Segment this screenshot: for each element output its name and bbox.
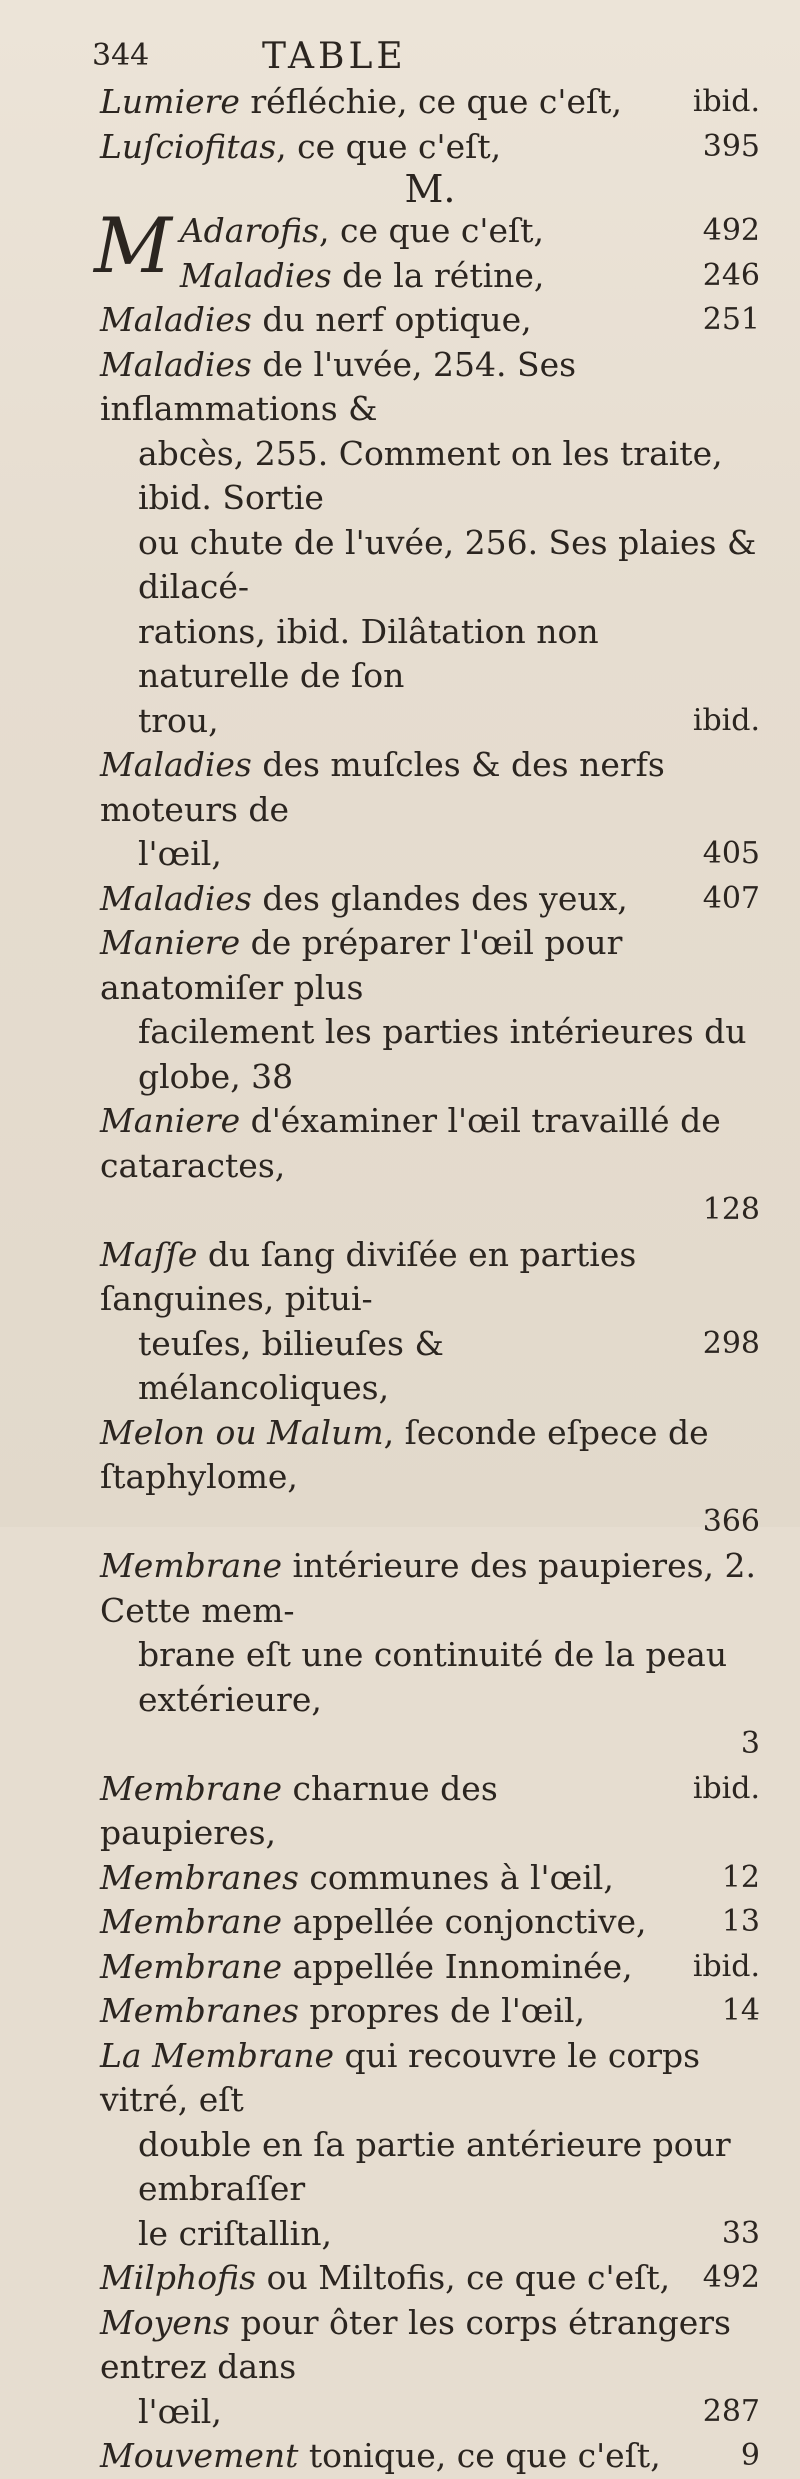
entry-headword: Membrane (100, 1768, 282, 1808)
entry-continuation: ibid. trou, (100, 699, 760, 744)
index-entry (100, 1544, 760, 1767)
entry-text: intérieure des paupieres, 2. Cette mem- (100, 1546, 757, 1630)
entry-text: ou Miltofis, ce que c'eſt, (256, 2258, 671, 2297)
index-entry (100, 1856, 760, 1901)
entry-headword: Membranes (100, 1857, 299, 1897)
entry-text: de l'uvée, 254. Ses inflammations & (100, 344, 577, 428)
page-reference: 395 (702, 128, 760, 164)
page-number: 344 (92, 38, 150, 73)
index-entry (100, 1411, 760, 1545)
page-reference: 14 (721, 1993, 760, 2028)
entry-text: , ſeconde eſpece de ſtaphylome, (100, 1412, 709, 1496)
index-entry (100, 877, 760, 922)
entry-headword: La Membrane (100, 2035, 335, 2075)
entry-text: d'éxaminer l'œil travaillé de cataractes, (100, 1101, 721, 1185)
entry-text: qui recouvre le corps vitré, eſt (100, 2035, 701, 2119)
entry-headword: Membranes (100, 1991, 299, 2030)
entry-continuation: ou chute de l'uvée, 256. Ses plaies & dilacé- (138, 522, 757, 606)
entry-continuation: double en ſa partie antérieure pour embraſſer (138, 2124, 731, 2208)
page-reference: 251 (702, 302, 760, 337)
entry-headword: Milphofis (100, 2258, 257, 2297)
index-entry (100, 1767, 760, 1856)
entry-headword: Maniere (100, 923, 241, 962)
page-reference: 246 (702, 257, 760, 293)
entry-continuation: 287 l'œil, (100, 2390, 760, 2435)
entry-headword: Maladies (100, 745, 252, 784)
entry-headword: Membrane (100, 1946, 282, 1986)
entry-text: charnue des paupieres, (100, 1768, 498, 1852)
page-reference: 287 (702, 2393, 760, 2429)
page-reference: 492 (702, 2260, 760, 2295)
entry-text: communes à l'œil, (298, 1857, 614, 1897)
page-reference: 407 (702, 880, 760, 916)
entry-continuation: 298 teuſes, bilieuſes & mélancoliques, (138, 1323, 760, 1407)
entry-headword: Luſciofitas (100, 126, 277, 166)
running-title: TABLE (262, 36, 407, 77)
page-reference: 3 (740, 1726, 760, 1761)
index-entry (100, 80, 760, 125)
index-entry (100, 1945, 760, 1990)
entry-headword: Mouvement (100, 2436, 299, 2475)
page-reference: ibid. (692, 1770, 760, 1806)
entry-headword: Maniere (100, 1101, 241, 1140)
entry-text: pour ôter les corps étrangers entrez dans (100, 2302, 731, 2386)
page-header (92, 38, 740, 78)
page-reference: 9 (740, 2438, 760, 2473)
index-entry (100, 1233, 760, 1411)
page-reference: ibid. (692, 84, 760, 119)
page-reference: 366 (702, 1503, 760, 1539)
entry-text: , ce que c'eſt, (319, 211, 544, 250)
index-entry (100, 743, 760, 877)
page-reference: 492 (702, 213, 760, 248)
entry-continuation: facilement les parties intérieures du globe, 38 (138, 1012, 747, 1096)
index-entry (100, 1900, 760, 1945)
index-entry (100, 254, 760, 299)
index-entry (100, 298, 760, 343)
index-entry (100, 2434, 760, 2479)
entry-continuation: 33 le criſtallin, (100, 2212, 760, 2257)
entry-text: réfléchie, ce que c'eſt, (239, 82, 622, 121)
index-entry (100, 1099, 760, 1233)
index-entries (94, 80, 760, 2479)
entry-continuation: 405 l'œil, (100, 832, 760, 877)
entry-text: de préparer l'œil pour anatomiſer plus (100, 923, 623, 1007)
section-letter: M. (404, 167, 456, 211)
entry-text: appellée Innominée, (281, 1946, 633, 1986)
entry-continuation: rations, ibid. Dilâtation non naturelle de ſon (138, 611, 599, 695)
entry-continuation: abcès, 255. Comment on les traite, ibid. Sortie (138, 433, 723, 517)
page-reference: ibid. (692, 702, 760, 738)
page-reference: 298 (702, 1325, 760, 1361)
entry-headword: Adarofis (179, 211, 320, 250)
page-reference: ibid. (692, 1948, 760, 1984)
entry-text: du nerf optique, (251, 300, 532, 339)
entry-text: des muſcles & des nerfs moteurs de (100, 745, 665, 829)
page-reference: 12 (721, 1859, 760, 1895)
index-entry (100, 921, 760, 1099)
entry-headword: Maladies (100, 878, 252, 918)
entry-text: tonique, ce que c'eſt, (298, 2436, 661, 2475)
entry-text: du ſang diviſée en parties ſanguines, pitui- (100, 1234, 637, 1318)
entry-text: de la rétine, (331, 255, 545, 295)
index-entry (100, 2256, 760, 2301)
entry-headword: Maladies (100, 344, 252, 384)
entry-text: propres de l'œil, (298, 1991, 586, 2030)
index-entry (100, 2034, 760, 2257)
entry-headword: Moyens (100, 2302, 231, 2342)
entry-headword: Maladies (179, 255, 332, 295)
index-entry (100, 343, 760, 744)
entry-headword: Maladies (100, 300, 252, 339)
entry-headword: Membrane (100, 1546, 282, 1585)
index-entry (100, 125, 760, 170)
entry-continuation: brane eſt une continuité de la peau extérieure, (138, 1635, 728, 1719)
entry-text: des glandes des yeux, (251, 878, 628, 918)
entry-headword: Melon ou Malum (100, 1412, 384, 1452)
page-reference: 128 (702, 1192, 760, 1227)
index-entry (100, 2301, 760, 2435)
page-reference: 13 (721, 1904, 760, 1939)
entry-text: , ce que c'eſt, (276, 126, 502, 166)
entry-headword: Membrane (100, 1902, 282, 1941)
entry-headword: Maſſe (100, 1234, 198, 1274)
page-reference: 33 (721, 2215, 760, 2251)
drop-cap: M (94, 201, 172, 290)
index-entry (100, 1989, 760, 2034)
entry-headword: Lumiere (100, 82, 240, 121)
page-reference: 405 (702, 836, 760, 871)
entry-text: appellée conjonctive, (281, 1902, 647, 1941)
